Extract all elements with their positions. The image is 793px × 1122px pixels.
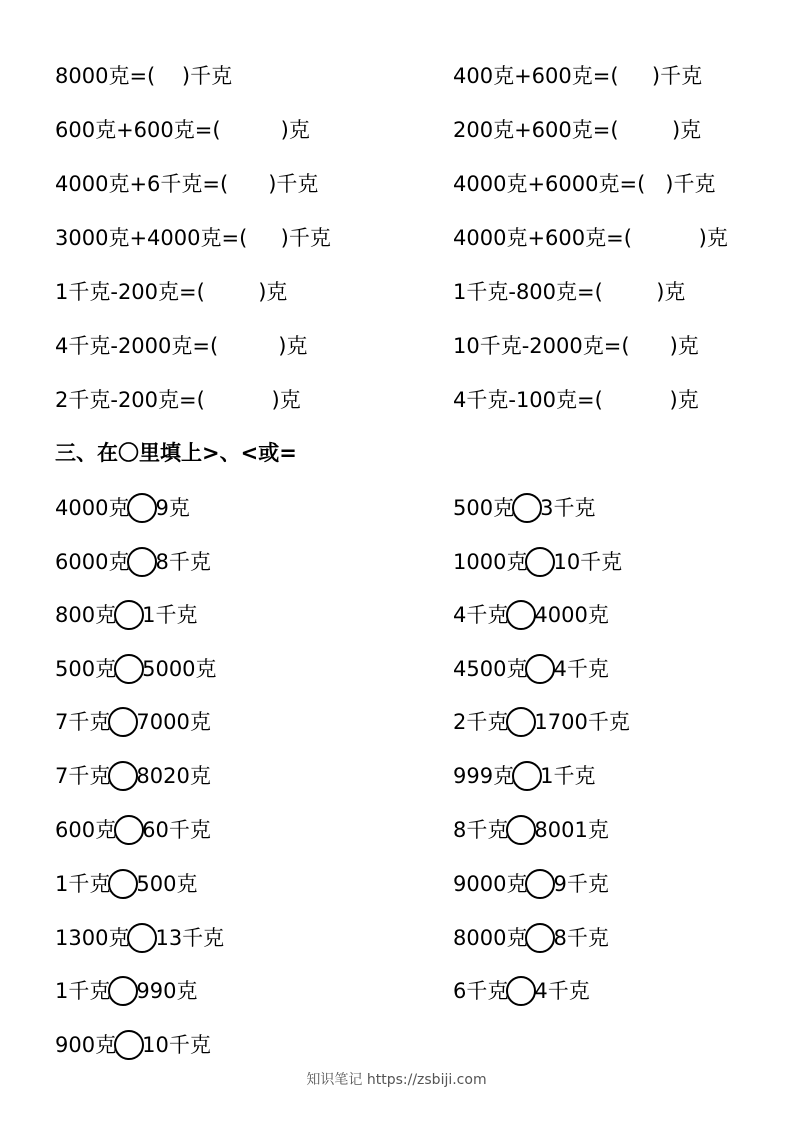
compare-right-b: 8001克 [534,818,609,842]
compare-right-b: 1700千克 [534,710,630,734]
answer-circle[interactable] [525,547,555,577]
compare-left-b: 7000克 [136,710,211,734]
compare-right-a: 2千克 [453,710,509,734]
compare-left-7 [55,815,211,845]
compare-left-9 [55,923,224,953]
compare-left-5 [55,707,211,737]
problem-right-3: 4000克+6000克=( )千克 [453,172,716,196]
answer-circle[interactable] [512,761,542,791]
answer-circle[interactable] [108,761,138,791]
answer-circle[interactable] [127,493,157,523]
compare-right-8 [453,869,609,899]
section-3-title: 三、在〇里填上>、<或= [55,441,297,465]
compare-left-4 [55,654,217,684]
compare-left-a: 600克 [55,818,117,842]
compare-right-5 [453,707,630,737]
compare-right-7 [453,815,609,845]
answer-circle[interactable] [506,707,536,737]
problem-left-2: 600克+600克=( )克 [55,118,310,142]
problem-left-7: 2千克-200克=( )克 [55,388,301,412]
compare-left-a: 6000克 [55,550,130,574]
compare-left-b: 8千克 [155,550,211,574]
compare-left-a: 4000克 [55,496,130,520]
compare-left-6 [55,761,211,791]
compare-right-a: 4千克 [453,603,509,627]
compare-left-b: 9克 [155,496,190,520]
compare-right-b: 1千克 [540,764,596,788]
compare-left-b: 10千克 [142,1033,211,1057]
answer-circle[interactable] [114,654,144,684]
compare-left-b: 500克 [136,872,198,896]
compare-right-b: 10千克 [553,550,623,574]
compare-right-a: 4500克 [453,657,528,681]
answer-circle[interactable] [127,547,157,577]
compare-right-a: 999克 [453,764,515,788]
answer-circle[interactable] [114,815,144,845]
problem-left-4: 3000克+4000克=( )千克 [55,226,331,250]
compare-right-b: 4千克 [553,657,609,681]
problem-right-2: 200克+600克=( )克 [453,118,702,142]
problem-right-1: 400克+600克=( )千克 [453,64,703,88]
problem-left-1: 8000克=( )千克 [55,64,233,88]
compare-left-10 [55,976,197,1006]
compare-right-3 [453,600,609,630]
compare-left-a: 1千克 [55,979,111,1003]
problem-right-6: 10千克-2000克=( )克 [453,334,699,358]
answer-circle[interactable] [108,707,138,737]
answer-circle[interactable] [525,654,555,684]
answer-circle[interactable] [506,600,536,630]
compare-left-b: 8020克 [136,764,211,788]
footer-watermark: 知识笔记 https://zsbiji.com [306,1072,487,1088]
answer-circle[interactable] [108,869,138,899]
compare-left-b: 990克 [136,979,198,1003]
compare-left-a: 900克 [55,1033,117,1057]
answer-circle[interactable] [114,600,144,630]
compare-left-3 [55,600,197,630]
compare-left-b: 5000克 [142,657,217,681]
answer-circle[interactable] [127,923,157,953]
compare-right-b: 4000克 [534,603,609,627]
answer-circle[interactable] [108,976,138,1006]
problem-left-3: 4000克+6千克=( )千克 [55,172,319,196]
compare-right-a: 9000克 [453,872,528,896]
answer-circle[interactable] [525,923,555,953]
compare-right-a: 8000克 [453,926,528,950]
compare-right-a: 8千克 [453,818,509,842]
compare-right-b: 4千克 [534,979,590,1003]
compare-right-6 [453,761,595,791]
compare-left-b: 1千克 [142,603,198,627]
compare-left-a: 7千克 [55,764,111,788]
compare-right-b: 8千克 [553,926,609,950]
compare-left-8 [55,869,197,899]
compare-left-b: 60千克 [142,818,211,842]
compare-right-b: 3千克 [540,496,596,520]
compare-right-2 [453,547,622,577]
compare-right-9 [453,923,609,953]
problem-right-5: 1千克-800克=( )克 [453,280,686,304]
compare-left-a: 800克 [55,603,117,627]
compare-right-1 [453,493,595,523]
compare-left-2 [55,547,211,577]
problem-left-5: 1千克-200克=( )克 [55,280,288,304]
answer-circle[interactable] [114,1030,144,1060]
compare-left-11 [55,1030,211,1060]
problem-right-7: 4千克-100克=( )克 [453,388,699,412]
answer-circle[interactable] [506,976,536,1006]
compare-left-b: 13千克 [155,926,225,950]
answer-circle[interactable] [512,493,542,523]
answer-circle[interactable] [506,815,536,845]
compare-right-a: 6千克 [453,979,509,1003]
compare-right-b: 9千克 [553,872,609,896]
compare-left-1 [55,493,190,523]
answer-circle[interactable] [525,869,555,899]
compare-left-a: 1300克 [55,926,130,950]
compare-right-10 [453,976,590,1006]
compare-left-a: 500克 [55,657,117,681]
problem-left-6: 4千克-2000克=( )克 [55,334,308,358]
compare-left-a: 1千克 [55,872,111,896]
compare-left-a: 7千克 [55,710,111,734]
compare-right-a: 500克 [453,496,515,520]
compare-right-4 [453,654,609,684]
compare-right-a: 1000克 [453,550,528,574]
problem-right-4: 4000克+600克=( )克 [453,226,728,250]
